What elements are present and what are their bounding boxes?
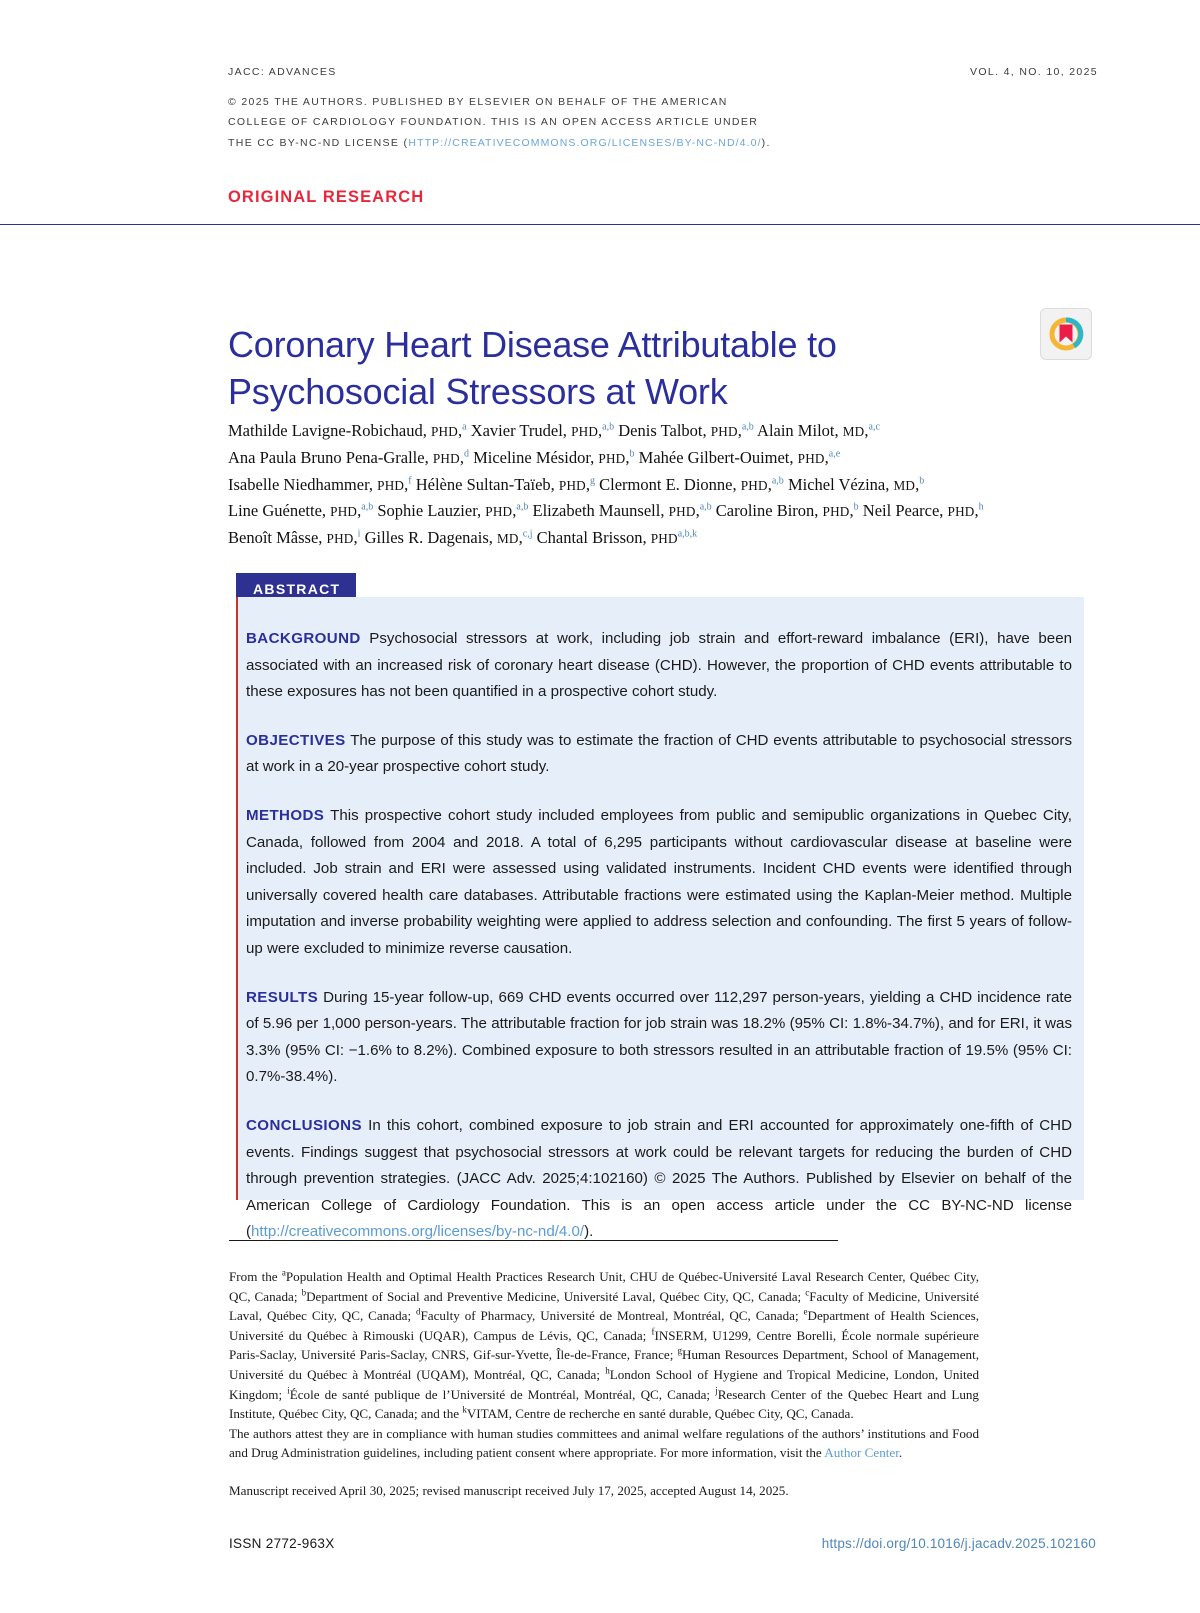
author-separator: , — [457, 421, 463, 440]
abstract-section-head: CONCLUSIONS — [246, 1116, 362, 1134]
author-degree: PHD — [432, 450, 460, 466]
affiliation-text: VITAM, Centre de recherche en santé durable, Québec City, QC, Canada. — [466, 1406, 854, 1422]
article-type-label: ORIGINAL RESEARCH — [228, 188, 425, 206]
abstract-section-text: During 15-year follow-up, 669 CHD events occurred over 112,297 person-years, yielding a CHD incidence rate of 5.96 per 1,000 person-years. The attributable fraction for job strain was 18.2% (95% CI: 1.8%-34.7%), and for ERI, it was 3.3% (95% CI: −1.6% to 8.2%). Combined exposure to both stressors resulted in an attributable fraction of 19.5% (95% CI: 0.7%-38.4%). — [246, 988, 1072, 1086]
affiliation-text: London School of Hygiene and Tropical Medicine, London, United Kingdom; — [229, 1366, 980, 1402]
abstract-section-text: In this cohort, combined exposure to job strain and ERI accounted for approximately one-fifth of CHD events. Findings suggest that psychosocial stressors at work could be relevant targets for reducing the burden of CHD through prevention strategies. (JACC Adv. 2025;4:102160) © 2025 The Authors. Published by Elsevier on behalf of the American College of Cardiology Foundation. This is an open access article under the CC BY-NC-ND license ( — [246, 1116, 1072, 1241]
abstract-section-head: OBJECTIVES — [246, 731, 346, 749]
author-separator: , — [864, 421, 869, 440]
author-list — [228, 418, 1108, 552]
authors-attestation — [229, 1424, 979, 1463]
author-affiliation-marker: a,c — [868, 421, 880, 433]
license-link[interactable]: HTTP://CREATIVECOMMONS.ORG/LICENSES/BY-NC-ND/4.0/ — [408, 136, 762, 149]
author-name: Neil Pearce, — [858, 501, 948, 521]
author-separator: , — [625, 447, 630, 467]
affiliation-marker: j — [715, 1385, 718, 1396]
license-prefix: THE CC BY-NC-ND LICENSE ( — [228, 136, 409, 149]
affiliation-list — [229, 1267, 979, 1424]
author-affiliation-marker: d — [463, 448, 469, 460]
page-title: Coronary Heart Disease Attributable to Psychosocial Stressors at Work — [228, 324, 837, 413]
author-affiliation-marker: i — [357, 528, 361, 540]
author-name: Mathilde Lavigne-Robichaud, — [228, 421, 431, 440]
affiliation-text: Human Resources Department, School of Management, Université du Québec à Montréal (UQAM), Montréal, QC, Canada; — [229, 1347, 979, 1382]
author-separator: , — [404, 474, 409, 494]
author-separator: , — [512, 501, 517, 521]
affiliation-marker: d — [416, 1306, 421, 1317]
author-name: Mahée Gilbert-Ouimet, — [634, 447, 798, 467]
author-separator: , — [849, 501, 854, 521]
abstract-section — [246, 1113, 1072, 1246]
author-separator: , — [737, 421, 742, 440]
author-line — [228, 498, 1108, 525]
affiliations-block — [229, 1267, 979, 1501]
author-name: Isabelle Niedhammer, — [228, 474, 378, 494]
abstract-content — [246, 626, 1072, 1246]
author-line — [228, 472, 1108, 499]
author-name: Michel Vézina, — [783, 474, 894, 494]
manuscript-dates: Manuscript received April 30, 2025; revised manuscript received July 17, 2025, accepted August 14, 2025. — [229, 1482, 789, 1498]
abstract-section — [246, 803, 1072, 963]
author-affiliation-marker: b — [853, 501, 859, 513]
author-affiliation-marker: c,j — [522, 528, 533, 540]
author-name: Benoît Mâsse, — [228, 528, 327, 548]
doi-link[interactable]: https://doi.org/10.1016/j.jacadv.2025.102160 — [821, 1536, 1096, 1551]
author-degree: PHD — [947, 504, 975, 520]
author-line — [228, 418, 1108, 445]
author-name: Xavier Trudel, — [466, 421, 572, 440]
author-name: Clermont E. Dionne, — [595, 474, 741, 494]
copyright-line-1: © 2025 THE AUTHORS. PUBLISHED BY ELSEVIER ON BEHALF OF THE AMERICAN — [228, 95, 728, 108]
masthead-top-row — [228, 62, 1098, 83]
author-affiliation-marker: h — [978, 501, 984, 513]
author-degree: PHD — [558, 477, 586, 493]
affiliation-text: INSERM, U1299, Centre Borelli, École normale supérieure Paris-Saclay, Université Paris-Saclay, CNRS, Gif-sur-Yvette, Île-de-France, France; — [229, 1327, 979, 1363]
author-separator: , — [695, 501, 700, 521]
journal-name: JACC: ADVANCES — [228, 66, 337, 78]
header-divider — [0, 224, 1200, 225]
copyright-block — [228, 92, 1098, 154]
abstract-section-text: The purpose of this study was to estimate the fraction of CHD events attributable to psychosocial stressors at work in a 20-year prospective cohort study. — [246, 731, 1072, 776]
affiliation-marker: e — [803, 1306, 808, 1317]
author-affiliation-marker: a,b — [361, 501, 374, 513]
affiliation-marker: a — [281, 1267, 286, 1278]
author-affiliation-marker: g — [590, 475, 596, 487]
author-separator: , — [518, 528, 523, 548]
author-name: Miceline Mésidor, — [468, 447, 599, 467]
affiliation-marker: f — [651, 1326, 655, 1337]
author-name: Hélène Sultan-Taïeb, — [411, 474, 559, 494]
abstract-section-head: METHODS — [246, 806, 325, 824]
author-separator: , — [353, 528, 358, 548]
author-name: Denis Talbot, — [614, 421, 711, 440]
author-affiliation-marker: a,e — [828, 448, 841, 460]
masthead — [228, 62, 1098, 153]
author-degree: PHD — [668, 504, 696, 520]
volume-issue-year: VOL. 4, NO. 10, 2025 — [970, 66, 1098, 78]
license-suffix: ). — [761, 136, 771, 149]
author-separator: , — [357, 501, 362, 521]
abstract-section — [246, 985, 1072, 1091]
author-degree: PHD — [330, 504, 358, 520]
affiliation-text: École de santé publique de l’Université de Montréal, Montréal, QC, Canada; — [289, 1386, 716, 1402]
author-degree: MD — [893, 477, 916, 493]
issn-text: ISSN 2772-963X — [229, 1536, 335, 1551]
author-separator: , — [915, 474, 920, 494]
author-separator: , — [598, 421, 603, 440]
abstract-license-link[interactable]: http://creativecommons.org/licenses/by-nc-nd/4.0/ — [251, 1223, 585, 1241]
affiliation-text: Research Center of the Quebec Heart and Lung Institute, Québec City, QC, Canada; and the — [229, 1386, 979, 1422]
author-degree: PHD — [740, 477, 768, 493]
abstract-section — [246, 728, 1072, 781]
affiliation-text: Department of Health Sciences, Université du Québec à Rimouski (UQAR), Campus de Lévis, QC, Canada; — [229, 1308, 979, 1343]
affiliation-marker: i — [287, 1385, 290, 1396]
author-degree: PHD — [431, 424, 458, 439]
affiliation-text: Department of Social and Preventive Medicine, Université Laval, Québec City, QC, Canada; — [306, 1288, 806, 1304]
author-affiliation-marker: f — [408, 475, 412, 487]
affiliation-marker: c — [805, 1287, 810, 1298]
author-name: Ana Paula Bruno Pena-Gralle, — [228, 447, 433, 467]
author-center-link[interactable]: Author Center — [824, 1445, 899, 1461]
author-degree: MD — [842, 424, 865, 439]
author-name: Caroline Biron, — [711, 501, 823, 521]
affiliation-marker: k — [462, 1404, 467, 1415]
abstract-section-head: BACKGROUND — [246, 630, 361, 647]
author-affiliation-marker: a,b — [602, 421, 615, 433]
author-name: Sophie Lauzier, — [373, 501, 486, 521]
author-affiliation-marker: b — [919, 475, 925, 487]
author-name: Chantal Brisson, — [532, 528, 651, 548]
attestation-text: The authors attest they are in compliance with human studies committees and animal welfare regulations of the authors’ institutions and Food and Drug Administration guidelines, including patient consent where appropriate. For more information, visit the — [229, 1425, 979, 1461]
affiliation-marker: h — [605, 1365, 610, 1376]
affiliation-text: Population Health and Optimal Health Practices Research Unit, CHU de Québec-Université Laval Research Center, Québec City, QC, Canada; — [229, 1269, 980, 1304]
abstract-section-text: This prospective cohort study included employees from public and semipublic organizations in Quebec City, Canada, followed from 2004 and 2018. A total of 6,295 participants without cardiovascular disease at baseline were included. Job strain and ERI were assessed using validated instruments. Incident CHD events were identified through universally covered health care databases. Attributable fractions were estimated using the Kaplan-Meier method. Multiple imputation and inverse probability weighting were applied to address selection and confounding. The first 5 years of follow-up were excluded to minimize reverse causation. — [246, 806, 1072, 957]
author-name: Elizabeth Maunsell, — [528, 501, 669, 521]
affiliation-intro: From the — [229, 1269, 282, 1284]
author-affiliation-marker: a,b — [771, 475, 784, 487]
author-line — [228, 445, 1108, 472]
author-line — [228, 525, 1108, 552]
altmetric-badge-icon[interactable] — [1040, 308, 1092, 360]
abstract-section-text-tail: ). — [584, 1223, 594, 1241]
author-separator: , — [767, 474, 772, 494]
author-degree: PHD — [598, 450, 626, 466]
copyright-line-2: COLLEGE OF CARDIOLOGY FOUNDATION. THIS IS AN OPEN ACCESS ARTICLE UNDER — [228, 116, 759, 128]
author-degree: PHD — [571, 424, 599, 439]
author-degree: PHD — [710, 424, 738, 439]
author-degree: PHD — [485, 504, 513, 520]
attestation-text-tail: . — [898, 1445, 903, 1461]
abstract-section-text: Psychosocial stressors at work, including job strain and effort-reward imbalance (ERI), have been associated with an increased risk of coronary heart disease (CHD). However, the proportion of CHD events attributable to these exposures has not been quantified in a prospective cohort study. — [246, 630, 1072, 701]
author-degree: MD — [497, 531, 519, 547]
author-degree: PHD — [377, 477, 405, 493]
affiliation-text: Faculty of Medicine, Université Laval, Québec City, QC, Canada; — [229, 1288, 979, 1324]
author-degree: PHD — [797, 450, 825, 466]
footnote-divider — [229, 1240, 838, 1241]
author-name: Gilles R. Dagenais, — [360, 528, 497, 548]
author-degree: PHD — [650, 531, 678, 547]
affiliation-marker: b — [301, 1287, 307, 1298]
affiliation-text: Faculty of Pharmacy, Université de Montreal, Montréal, QC, Canada; — [420, 1308, 804, 1324]
author-degree: PHD — [326, 531, 354, 547]
author-name: Line Guénette, — [228, 501, 331, 521]
author-affiliation-marker: a,b — [516, 501, 529, 513]
author-affiliation-marker: a — [462, 421, 467, 433]
abstract-section-head: RESULTS — [246, 988, 319, 1006]
abstract-section — [246, 626, 1072, 706]
author-name: Alain Milot, — [753, 421, 843, 440]
author-affiliation-marker: a,b,k — [677, 528, 698, 540]
author-separator: , — [459, 447, 464, 467]
author-affiliation-marker: a,b — [741, 421, 754, 433]
abstract-label: ABSTRACT — [236, 573, 356, 605]
copyright-line-3 — [228, 133, 1098, 154]
author-separator: , — [824, 447, 829, 467]
author-separator: , — [585, 474, 591, 494]
author-degree: PHD — [822, 504, 850, 520]
author-affiliation-marker: b — [629, 448, 635, 460]
affiliation-marker: g — [677, 1346, 682, 1357]
author-separator: , — [974, 501, 979, 521]
author-affiliation-marker: a,b — [699, 501, 712, 513]
